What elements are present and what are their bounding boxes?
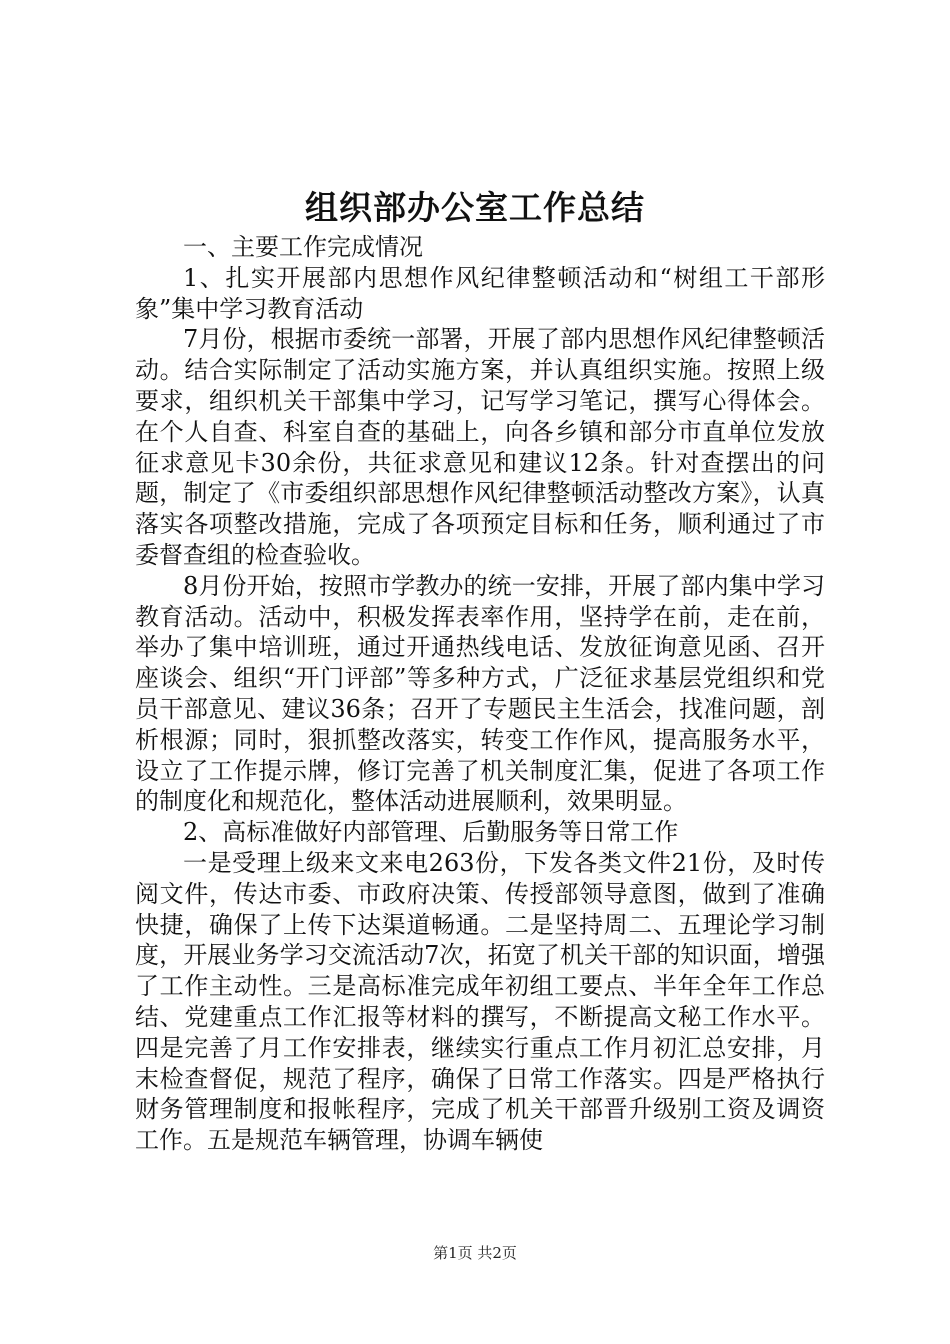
body-paragraph: 8月份开始，按照市学教办的统一安排，开展了部内集中学习教育活动。活动中，积极发挥表率作用，坚持学在前，走在前，举办了集中培训班，通过开通热线电话、发放征询意见函、召开座谈会、组织“开门评部”等多种方式，广泛征求基层党组织和党员干部意见、建议36条；召开了专题民主生活会，找准问题，剖析根源；同时，狠抓整改落实，转变工作作风，提高服务水平，设立了工作提示牌，修订完善了机关制度汇集，促进了各项工作的制度化和规范化，整体活动进展顺利，效果明显。 (135, 571, 825, 816)
body-paragraph: 7月份，根据市委统一部署，开展了部内思想作风纪律整顿活动。结合实际制定了活动实施方案，并认真组织实施。按照上级要求，组织机关干部集中学习，记写学习笔记，撰写心得体会。在个人自查、科室自查的基础上，向各乡镇和部分市直单位发放征求意见卡30余份，共征求意见和建议12条。针对查摆出的问题，制定了《市委组织部思想作风纪律整顿活动整改方案》，认真落实各项整改措施，完成了各项预定目标和任务，顺利通过了市委督查组的检查验收。 (135, 325, 825, 569)
body-paragraph: 一是受理上级来文来电263份，下发各类文件21份，及时传阅文件，传达市委、市政府决策、传授部领导意图，做到了准确快捷，确保了上传下达渠道畅通。二是坚持周二、五理论学习制度，开展业务学习交流活动7次，拓宽了机关干部的知识面，增强了工作主动性。三是高标准完成年初组工要点、半年全年工作总结、党建重点工作汇报等材料的撰写，不断提高文秘工作水平。四是完善了月工作安排表，继续实行重点工作月初汇总安排，月末检查督促，规范了程序，确保了日常工作落实。四是严格执行财务管理制度和报帐程序，完成了机关干部晋升级别工资及调资工作。五是规范车辆管理，协调车辆使 (135, 848, 825, 1155)
subsection-heading-1: 1、扎实开展部内思想作风纪律整顿活动和“树组工干部形象”集中学习教育活动 (135, 263, 825, 323)
section-heading-1: 一、主要工作完成情况 (183, 233, 423, 261)
document-body (135, 232, 825, 1156)
document-title: 组织部办公室工作总结 (305, 188, 645, 227)
page-footer: 第1页 共2页 (433, 1244, 517, 1262)
subsection-heading-2: 2、高标准做好内部管理、后勤服务等日常工作 (183, 818, 679, 847)
